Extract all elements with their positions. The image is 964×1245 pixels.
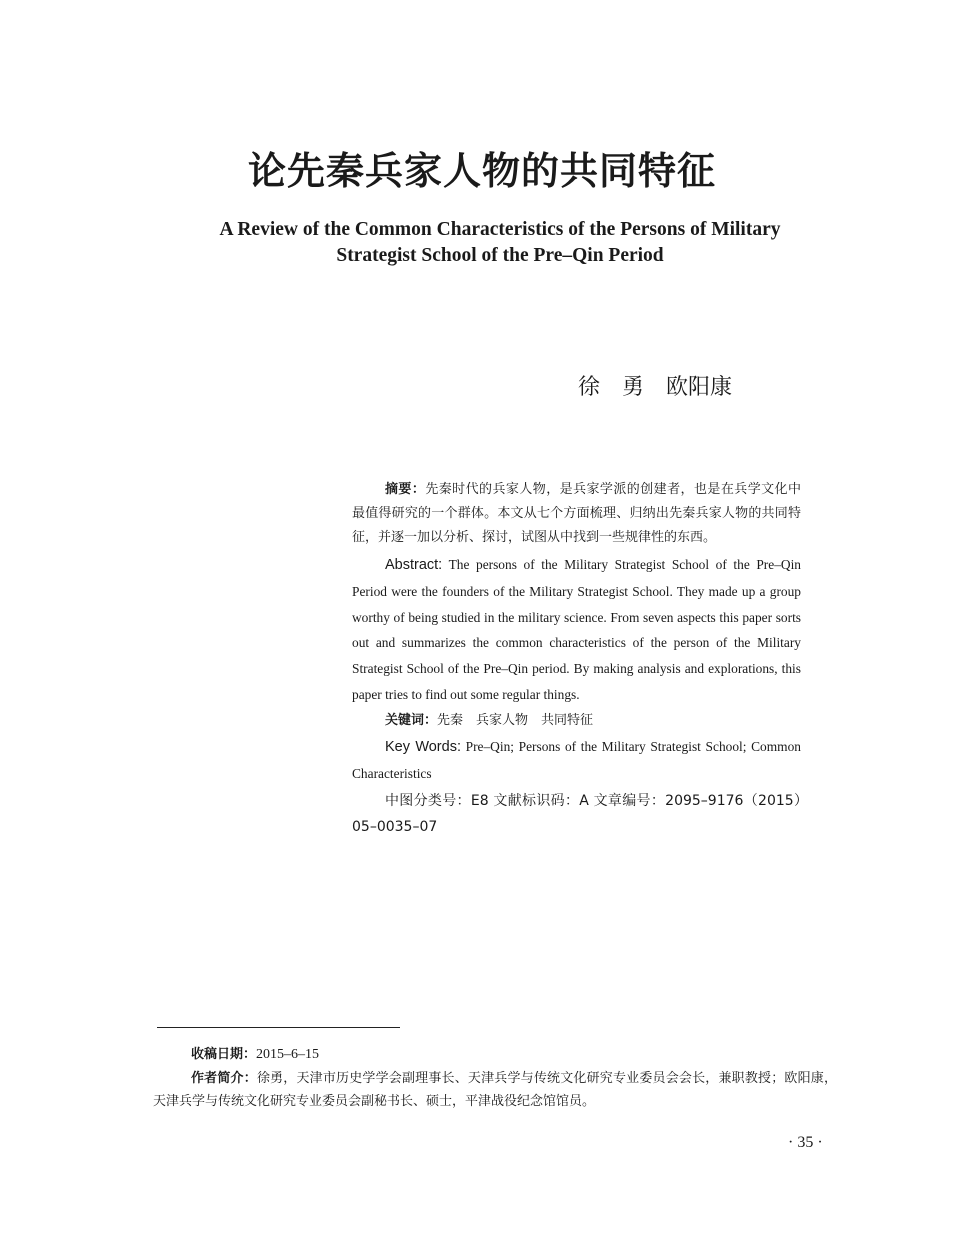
english-title-line-1: A Review of the Common Characteristics of the Persons of Military — [219, 219, 781, 240]
received-date-label: 收稿日期： — [191, 1047, 257, 1062]
page-number: · 35 · — [788, 1134, 823, 1151]
chinese-abstract-text: 先秦时代的兵家人物，是兵家学派的创建者，也是在兵学文化中最值得研究的一个群体。本文从七个方面梳理、归纳出先秦兵家人物的共同特征，并逐一加以分析、探讨，试图从中找到一些规律性的东西。 — [352, 482, 801, 545]
received-date-value: 2015–6–15 — [256, 1047, 320, 1062]
received-date-note — [153, 1043, 837, 1066]
english-abstract-label: Abstract: — [385, 557, 443, 573]
abstract-section — [352, 478, 801, 840]
authors: 徐 勇 欧阳康 — [578, 375, 733, 400]
english-title-line-2: Strategist School of the Pre–Qin Period — [336, 245, 664, 266]
author-bio-note — [153, 1067, 837, 1113]
author-bio-text: 徐勇，天津市历史学学会副理事长、天津兵学与传统文化研究专业委员会会长，兼职教授；欧阳康，天津兵学与传统文化研究专业委员会副秘书长、硕士，平津战役纪念馆馆员。 — [153, 1071, 837, 1109]
english-abstract-text: The persons of the Military Strategist School of the Pre–Qin Period were the founders of the Military Strategist School. They made up a group worthy of being studied in the military science. From seven aspects this paper sorts out and summarizes the common characteristics of the person of the Military Strategist School of the Pre–Qin period. By making analysis and explorations, this paper tries to find out some regular things. — [352, 557, 801, 702]
author-bio-label: 作者简介： — [191, 1071, 257, 1086]
chinese-keywords-label: 关键词： — [385, 712, 438, 728]
english-title — [150, 217, 850, 269]
english-keywords-text: Pre–Qin; Persons of the Military Strategist School; Common Characteristics — [352, 738, 801, 781]
footnote-divider — [157, 1027, 400, 1028]
chinese-keywords — [352, 708, 801, 734]
classification-line: 中图分类号：E8 文献标识码：A 文章编号：2095–9176（2015）05–0035–07 — [352, 793, 801, 836]
english-keywords-label: Key Words: — [385, 738, 461, 755]
chinese-abstract — [352, 478, 801, 550]
chinese-abstract-label: 摘要： — [385, 482, 426, 497]
chinese-title: 论先秦兵家人物的共同特征 — [247, 148, 716, 193]
english-abstract — [352, 552, 801, 708]
english-keywords — [352, 734, 801, 787]
chinese-keywords-text: 先秦 兵家人物 共同特征 — [437, 712, 594, 728]
